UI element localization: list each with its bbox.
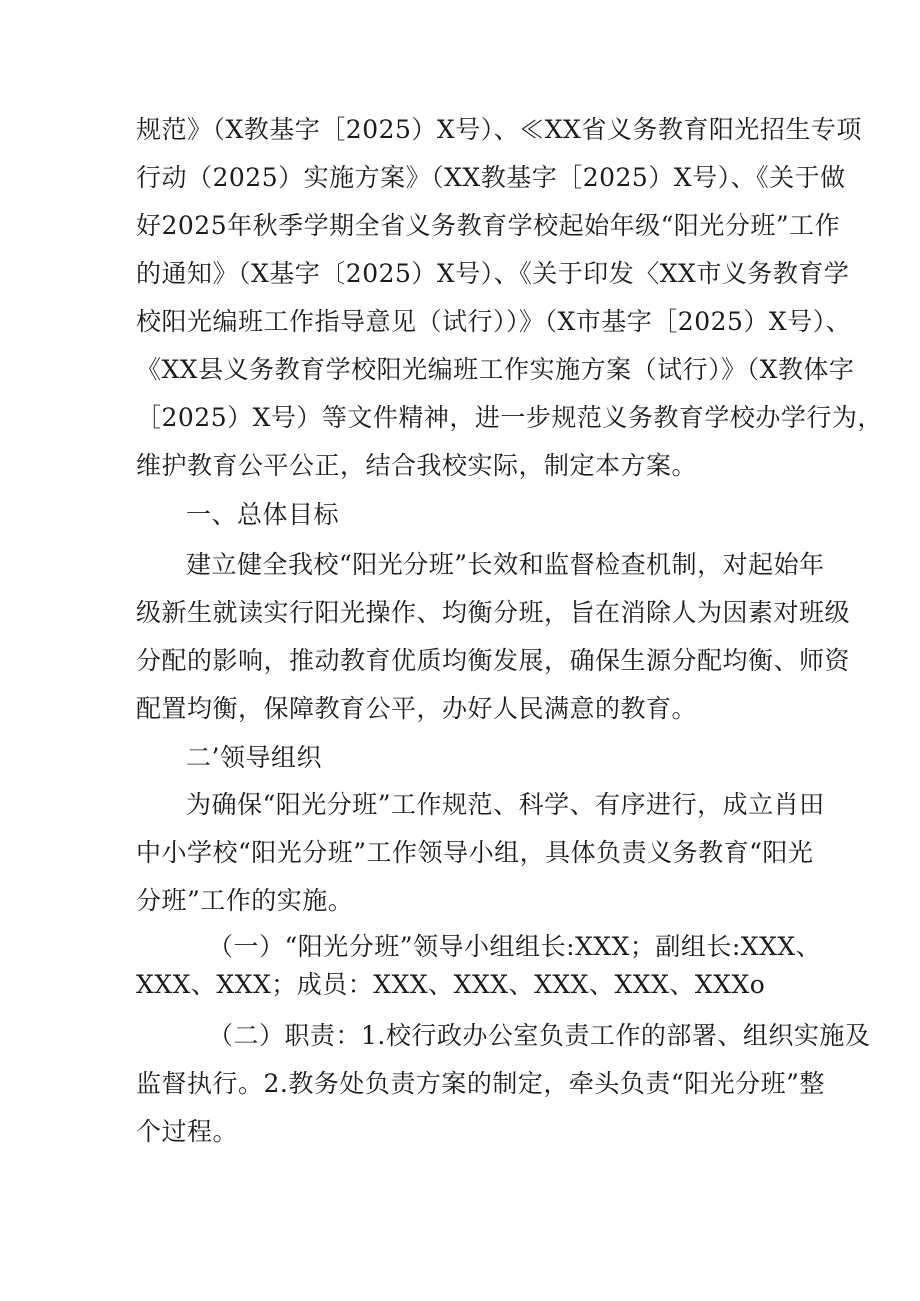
body-text-line: 监督执行。2.教务处负责方案的制定，牵头负责“阳光分班”整: [136, 1069, 825, 1098]
section-heading-goals: 一、总体目标: [186, 500, 340, 529]
body-text-line: 维护教育公平公正，结合我校实际，制定本方案。: [136, 451, 698, 480]
body-text-line: 建立健全我校“阳光分班”长效和监督检查机制，对起始年: [186, 550, 825, 579]
body-text-line: 行动（2025）实施方案》（XX教基字［2025）X号）、《关于做: [136, 163, 846, 192]
body-text-line: 《XX县义务教育学校阳光编班工作实施方案（试行）》（X教体字: [136, 355, 855, 384]
body-text-line: 分班”工作的实施。: [136, 886, 354, 915]
body-text-line: （一）“阳光分班”领导小组组长:XXX；副组长:XXX、: [208, 932, 822, 961]
body-text-line: 个过程。: [136, 1117, 239, 1146]
body-text-line: 分配的影响，推动教育优质均衡发展，确保生源分配均衡、师资: [136, 646, 851, 675]
body-text-line: 配置均衡，保障教育公平，办好人民满意的教育。: [136, 694, 698, 723]
body-text-line: 校阳光编班工作指导意见（试行））》（X市基字［2025）X号）、: [136, 307, 852, 336]
body-text-line: 的通知》（X基字〔2025）X号）、《关于印发〈XX市义务教育学: [136, 259, 850, 288]
body-text-line: （二）职责：1.校行政办公室负责工作的部署、组织实施及: [208, 1021, 871, 1050]
body-text-line: 规范》（X教基字［2025）X号）、≪XX省义务教育阳光招生专项: [136, 115, 862, 144]
body-text-line: 为确保“阳光分班”工作规范、科学、有序进行，成立肖田: [186, 790, 825, 819]
body-text-line: 中小学校“阳光分班”工作领导小组，具体负责义务教育“阳光: [136, 838, 814, 867]
section-heading-leadership: 二’领导组织: [186, 743, 322, 772]
body-text-line: XXX、XXX；成员：XXX、XXX、XXX、XXX、XXXo: [136, 970, 766, 999]
body-text-line: 好2025年秋季学期全省义务教育学校起始年级“阳光分班”工作: [136, 211, 841, 240]
body-text-line: ［2025）X号）等文件精神，进一步规范义务教育学校办学行为，: [136, 403, 883, 432]
body-text-line: 级新生就读实行阳光操作、均衡分班，旨在消除人为因素对班级: [136, 598, 851, 627]
